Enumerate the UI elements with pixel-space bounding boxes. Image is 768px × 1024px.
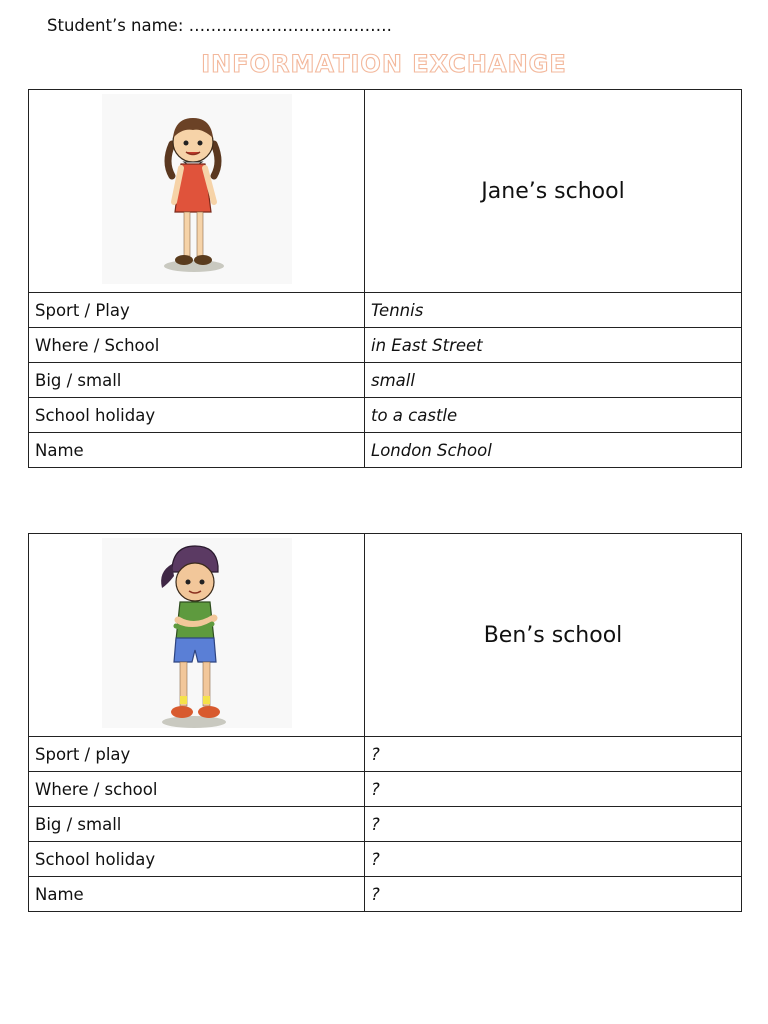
row-label: Sport / play: [29, 737, 365, 772]
row-value: small: [365, 363, 742, 398]
row-value: ?: [365, 807, 742, 842]
table-row: [29, 293, 742, 328]
row-label: Name: [29, 877, 365, 912]
table-row: [29, 842, 742, 877]
row-value: ?: [365, 737, 742, 772]
ben-info-table: [28, 533, 742, 912]
table-row: [29, 737, 742, 772]
row-label: Where / School: [29, 328, 365, 363]
jane-info-table: [28, 89, 742, 468]
row-value: Tennis: [365, 293, 742, 328]
jane-picture-cell: [29, 90, 365, 293]
row-value: in East Street: [365, 328, 742, 363]
table-row: [29, 433, 742, 468]
row-value: ?: [365, 877, 742, 912]
page-title: INFORMATION EXCHANGE: [201, 50, 567, 78]
table-row: [29, 398, 742, 433]
row-label: Sport / Play: [29, 293, 365, 328]
row-label: School holiday: [29, 842, 365, 877]
row-label: Big / small: [29, 807, 365, 842]
row-label: Big / small: [29, 363, 365, 398]
row-value: ?: [365, 842, 742, 877]
row-label: School holiday: [29, 398, 365, 433]
row-value: London School: [365, 433, 742, 468]
row-label: Where / school: [29, 772, 365, 807]
row-value: to a castle: [365, 398, 742, 433]
boy-illustration: [102, 538, 292, 728]
table-row: [29, 807, 742, 842]
row-value: ?: [365, 772, 742, 807]
table-row: [29, 328, 742, 363]
table-row: [29, 877, 742, 912]
row-label: Name: [29, 433, 365, 468]
girl-illustration: [102, 94, 292, 284]
table-row: [29, 772, 742, 807]
jane-school-title: Jane’s school: [365, 90, 742, 293]
ben-picture-cell: [29, 534, 365, 737]
ben-school-title: Ben’s school: [365, 534, 742, 737]
student-name-line: Student’s name: ……………………………….: [47, 16, 392, 35]
table-row: [29, 363, 742, 398]
